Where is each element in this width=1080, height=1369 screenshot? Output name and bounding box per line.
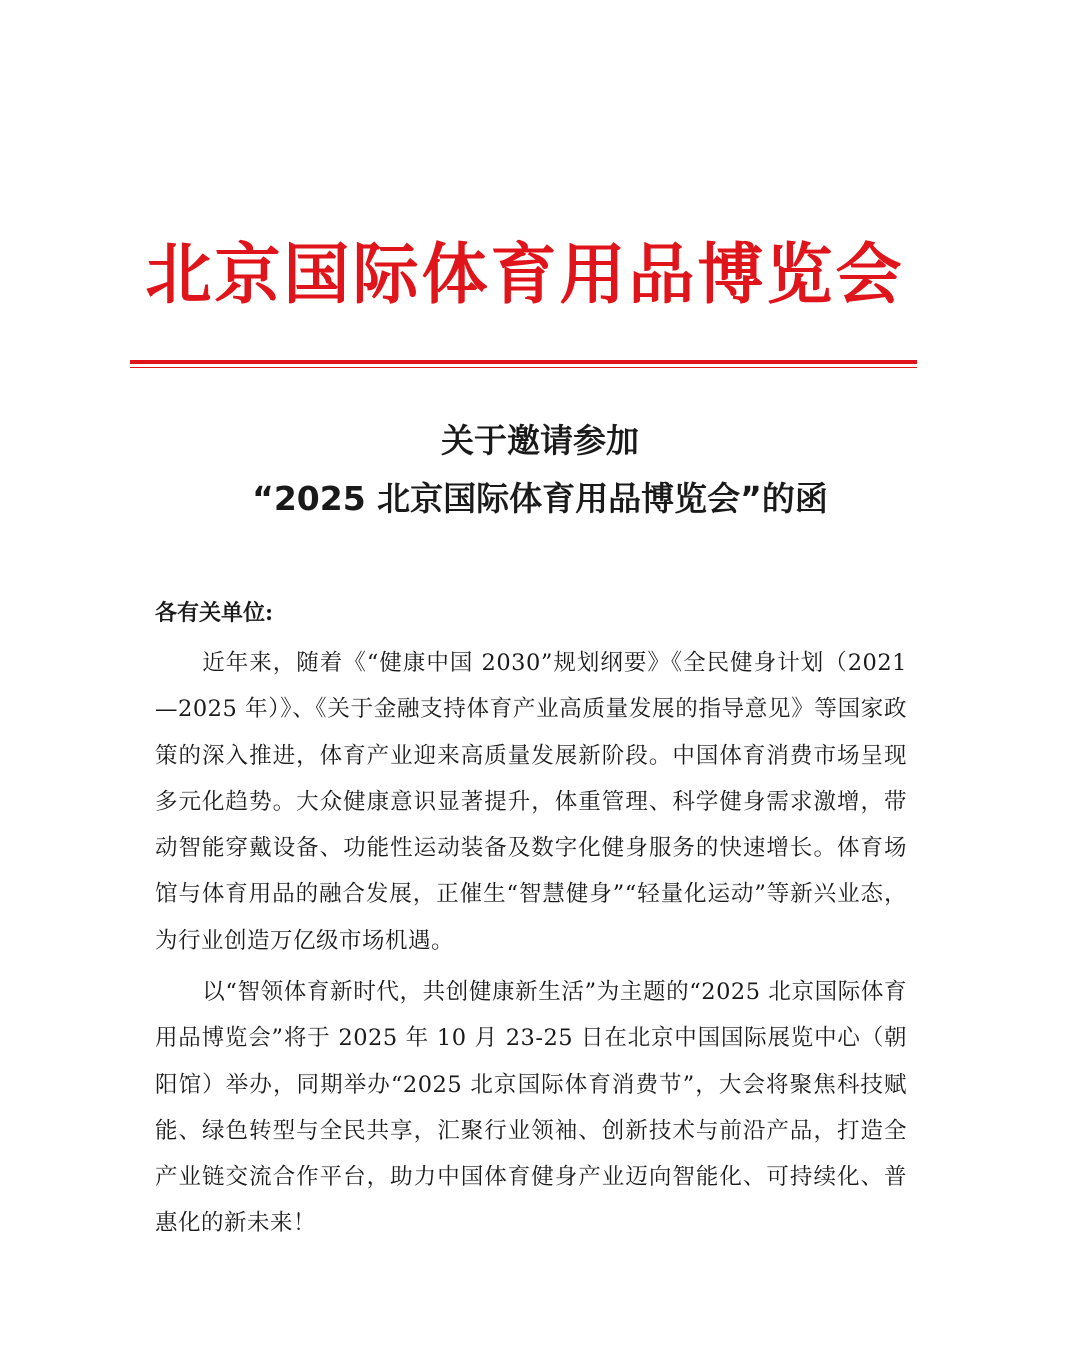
body-paragraph: 以“智领体育新时代，共创健康新生活”为主题的“2025 北京国际体育用品博览会”将于 2025 年 10 月 23-25 日在北京中国国际展览中心（朝阳馆）举办，同期举办“2025 北京国际体育消费节”，大会将聚焦科技赋能、绿色转型与全民共享，汇聚行业领袖、创新技术与前沿产品，打造全产业链交流合作平台，助力中国体育健身产业迈向智能化、可持续化、普惠化的新未来！	[155, 979, 907, 1237]
letterhead-title: 北京国际体育用品博览会	[145, 235, 905, 313]
document-title-line-2: “2025 北京国际体育用品博览会”的函	[252, 479, 828, 518]
body-paragraph: 近年来，随着《“健康中国 2030”规划纲要》《全民健身计划（2021—2025 年）》、《关于金融支持体育产业高质量发展的指导意见》等国家政策的深入推进，体育产业迎来高质量发展新阶段。中国体育消费市场呈现多元化趋势。大众健康意识显著提升，体重管理、科学健身需求激增，带动智能穿戴设备、功能性运动装备及数字化健身服务的快速增长。体育场馆与体育用品的融合发展，正催生“智慧健身”“轻量化运动”等新兴业态，为行业创造万亿级市场机遇。	[155, 650, 907, 954]
letterhead-rule-thin	[130, 367, 917, 368]
letterhead-rule-thick	[130, 360, 917, 364]
document-title-line-1: 关于邀请参加	[441, 421, 639, 460]
salutation: 各有关单位:	[155, 600, 274, 626]
